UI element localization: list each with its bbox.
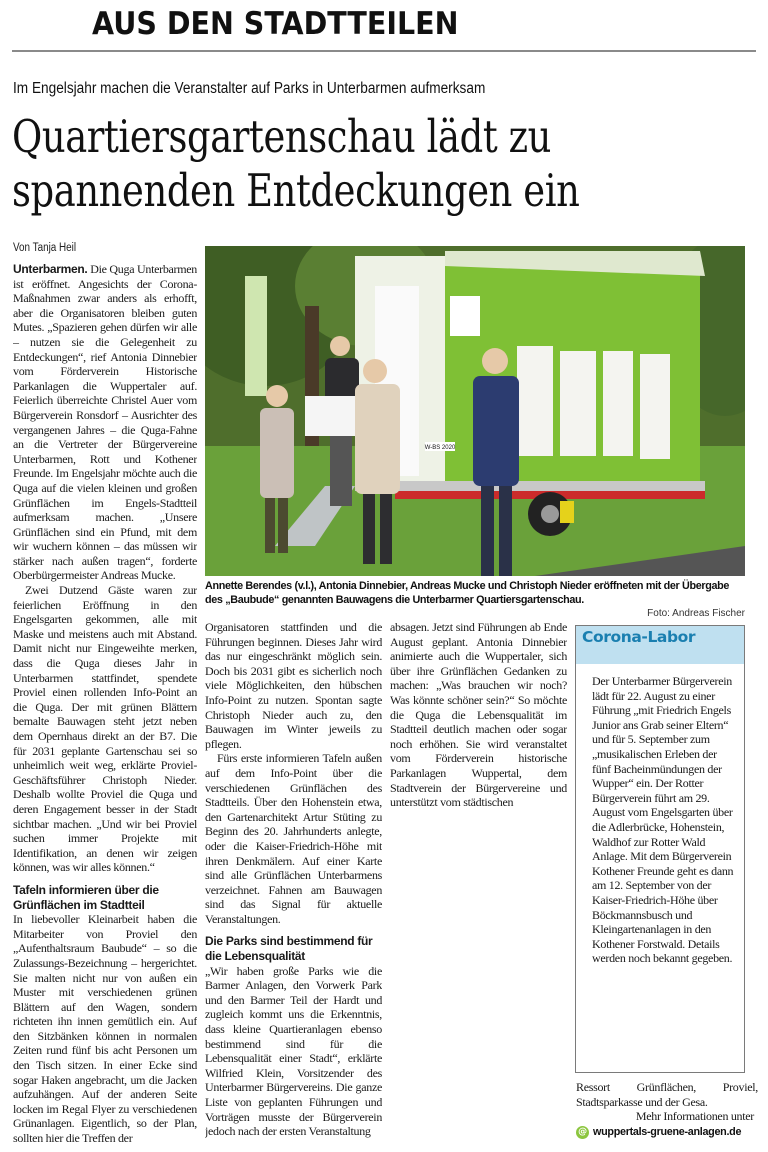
paragraph-1-text: Die Quga Unterbarmen ist eröffnet. Angesichts der Corona-Maßnahmen zwar anders als erhofft, aber die Organisatoren bleiben guten Mutes. „Spazieren gehen dürfen wir alle – nutzen sie die Gelegenheit zu Entdeckungen“, rief Antonia Dinnebier vom Förderverein Historische Parkanlagen die Wuppertaler auf. Feierlich überreichte Christel Auer vom Bürgerverein Ronsdorf – Ausrichter des vergangenen Jahres – die Quga-Fahne an die Vertreter der Bürgervereine Unterbarmen, Rott und Kothener Freunde. Im Engelsjahr möchte auch die Quga auf die vielen kleinen und großen Grünflächen im Engels-Stadtteil aufmerksam machen. „Unsere Grünflächen sind ein Pfund, mit dem wir wuchern können – das müssen wir stärker nach außen tragen“, forderte Oberbürgermeister Andreas Mucke. [13, 262, 197, 583]
article-tail [576, 1080, 758, 1139]
paragraph-3-continued: Organisatoren stattfinden und die Führungen beginnen. Dieses Jahr wird das nur eingeschränkt möglich sein. Doch bis 2031 gibt es sicherlich noch viele Möglichkeiten, den hübschen Info-Point zu nutzen. Spontan sagte Christoph Nieder auch zu, den Bauwagen im Winter jeweils zu pflegen. [205, 620, 382, 751]
wheel-clamp [560, 501, 574, 523]
infobox-body: Der Unterbarmer Bürgerverein lädt für 22. August zu einer Führung „mit Friedrich Engels Junior ans Grab seiner Eltern“ und für 5. September zum „musikalischen Erleben der fünf Bacheinmündungen der Wupper“ ein. Der Rotter Bürgerverein führt am 29. August vom Engelsgarten über die Adlerbrücke, Hohenstein, Waldhof zur Rotter Wald Anlage. Mit dem Bürgerverein Kothener Freunde geht es dann am 12. September von der Kaiser-Friedrich-Höhe über Böckmannsbusch und Kleingartenanlagen in den Kothener Forstwald. Details werden noch bekannt gegeben. [592, 674, 734, 966]
paragraph-2: Zwei Dutzend Gäste waren zur feierlichen Eröffnung in den Engelsgarten gekommen, alle mit Maske und meistens auch mit Abstand. Damit nicht nur Eingeweihte merken, dass die Quga dieses Jahr in Unterbarmen stattfindet, spendete Proviel einen rollenden Info-Point an die Quga. Der mit grünen Blättern bemalte Bauwagen steht jetzt neben dem Opernhaus direkt an der B7. Die für 2031 geplante Gartenschau sei so unheimlich weit weg, erklärte Proviel-Geschäftsführer Christoph Nieder. Deshalb wollte Proviel die Quga und deren Engagement besser in der Stadt sichtbar machen. „Und wir bei Proviel suchen immer Projekte mit Identifikation, an denen wir zeigen können, was wir alles können.“ [13, 583, 197, 875]
paragraph-1 [13, 262, 197, 583]
info-panel [603, 351, 633, 456]
article-column-2 [205, 620, 382, 1146]
wheel-hub [541, 505, 559, 523]
article-headline [12, 110, 635, 218]
info-panel [560, 351, 596, 456]
at-sign-icon: @ [576, 1126, 589, 1139]
dateline: Unterbarmen. [13, 262, 88, 276]
wagon-window [450, 296, 480, 336]
byline: Von Tanja Heil [13, 242, 77, 254]
banner-flag [245, 276, 267, 396]
photo-credit-row [205, 607, 745, 621]
info-panel [640, 354, 670, 459]
wagon-chassis [355, 481, 705, 491]
article-column-1 [13, 262, 197, 1146]
subhead-parks: Die Parks sind bestimmend für die Lebensqualität [205, 934, 373, 964]
paragraph-6: Ressort Grünflächen, Proviel, Stadtsparkasse und der Gesa. [576, 1080, 758, 1109]
headline-line-1: Quartiersgartenschau lädt zu [12, 110, 551, 163]
photo-caption-block [205, 580, 745, 621]
section-title: AUS DEN STADTTEILEN [92, 6, 459, 42]
info-panel [517, 346, 553, 456]
website-link[interactable] [576, 1125, 758, 1140]
article-kicker: Im Engelsjahr machen die Veranstalter auf Parks in Unterbarmen aufmerksam [13, 80, 486, 97]
article-column-3 [390, 620, 567, 1146]
section-divider [12, 50, 756, 52]
more-info-text: Mehr Informationen unter [635, 1109, 754, 1124]
headline-line-2: spannenden Entdeckungen ein [12, 164, 580, 217]
paragraph-5-continued: absagen. Jetzt sind Führungen ab Ende August geplant. Antonia Dinnebier animierte auch die Wuppertaler, sich über ihre Grünflächen Gedanken zu machen: „Was brauchen wir noch? Was könnte schöner sein?“ So möchte die Quga die Lebensqualität im Stadtteil deutlich machen oder sogar noch erhöhen. Sie wird veranstaltet vom Förderverein historische Parkanlagen Wuppertal, dem Stadtverein der Bürgervereine und unterstützt vom städtischen [390, 620, 567, 810]
article-photo [205, 246, 745, 576]
subhead-tafeln: Tafeln informieren über die Grünflächen im Stadtteil [13, 882, 159, 912]
infobox-corona-labor [575, 625, 745, 1073]
photo-illustration [205, 246, 745, 576]
license-plate-text: W-BS 2020 [424, 445, 456, 451]
paragraph-3: In liebevoller Kleinarbeit haben die Mitarbeiter von Proviel den „Aufenthaltsraum Baubude“ – so die Zulassungs-Bezeichnung – hergerichtet. Sie malten nicht nur von außen ein Muster mit verschiedenen grünen Blättern auf den Wagen, sondern richteten ihn innen gemütlich ein. Auf den Sitzbänken können in normalen Zeiten rund fünf bis acht Personen um den Tisch sitzen. In einer Ecke sind sogar Haken angebracht, um die Jacken aufzuhängen. Auf der anderen Seite locken im Regal Flyer zu verschiedenen Grünanlagen. Eigentlich, so der Plan, sollten hier die Treffen der [13, 912, 197, 1146]
paragraph-4: Fürs erste informieren Tafeln außen auf dem Info-Point über die verschiedenen Grünflächen des Stadtteils. Über den Hohenstein etwa, den Gartenarchitekt Artur Stüting zu Beginn des 20. Jahrhunderts anlegte, oder die Kaiser-Friedrich-Höhe mit ihren Denkmälern. Auf einer Karte sind alle Grünflächen Unterbarmens verzeichnet. Fahnen am Bauwagen sind das Signal für aktuelle Veranstaltungen. [205, 751, 382, 926]
paragraph-5: „Wir haben große Parks wie die Barmer Anlagen, den Vorwerk Park und den Barmer Teil der Hardt und zugleich kommt uns die Erkenntnis, dass kleine Quartieranlagen ebenso bestimmend sind für die Lebensqualität einer Stadt“, erklärte Wilfried Klein, Vorsitzender des Unterbarmer Bürgervereins. Die ganze Liste von geplanten Führungen und Vorträgen musste der Bürgerverein jedoch nach der ersten Veranstaltung [205, 963, 382, 1139]
infobox-title: Corona-Labor [576, 626, 744, 664]
website-link-text[interactable]: wuppertals-gruene-anlagen.de [593, 1125, 742, 1138]
photo-caption: Annette Berendes (v.l.), Antonia Dinnebier, Andreas Mucke und Christoph Nieder eröffneten mit der Übergabe des „Baubude“ genannten Bauwagens die Unterbarmer Quartiersgartenschau. [205, 580, 730, 606]
photo-credit: Foto: Andreas Fischer [647, 608, 745, 620]
